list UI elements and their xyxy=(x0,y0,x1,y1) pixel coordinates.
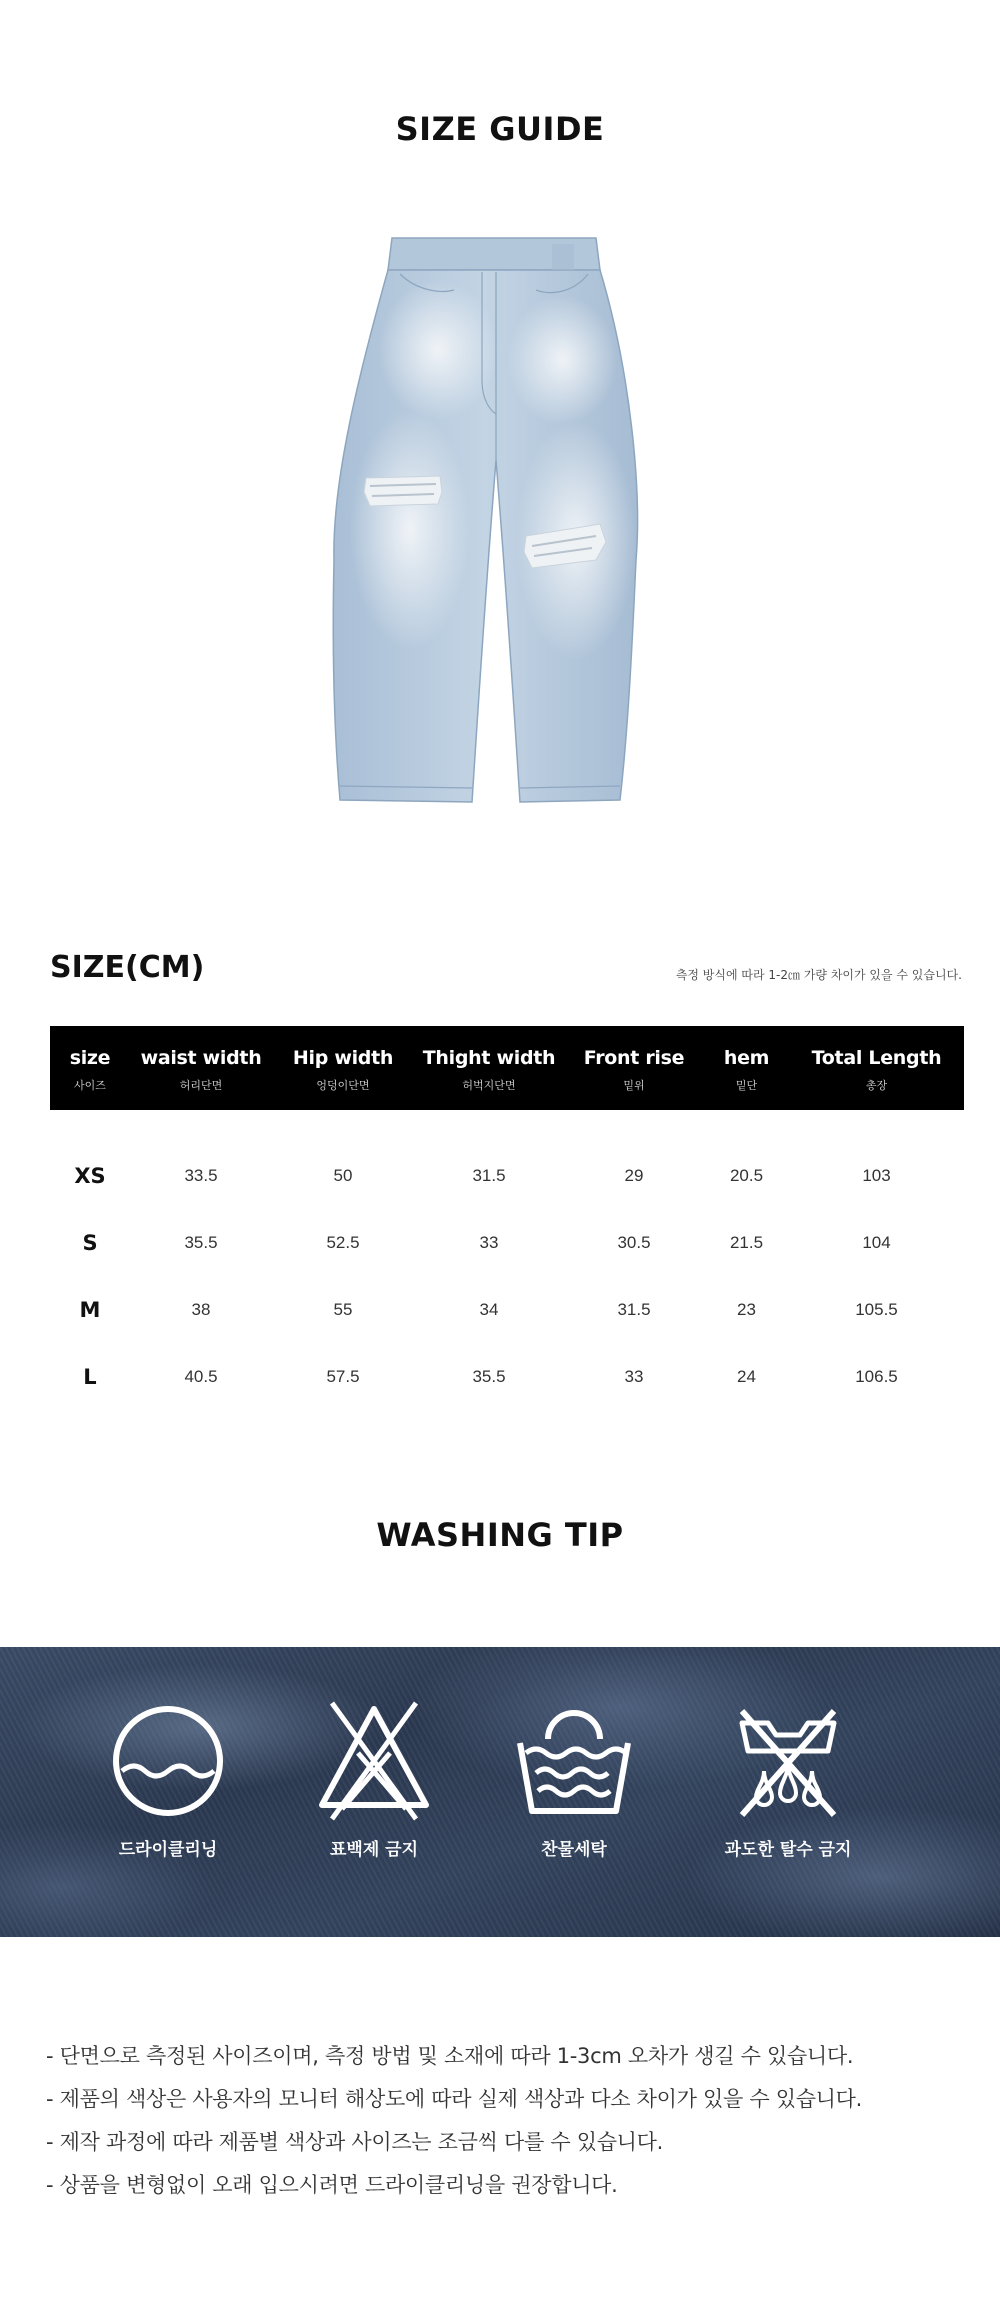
table-cell: 31.5 xyxy=(617,1299,651,1319)
col-header-total-length: Total Length 총장 xyxy=(811,1047,942,1092)
wash-label-dry-clean: 드라이클리닝 xyxy=(118,1840,218,1860)
table-cell: 31.5 xyxy=(472,1165,506,1185)
no-wring-icon xyxy=(728,1701,848,1821)
table-cell: 105.5 xyxy=(855,1299,898,1319)
wash-label-no-wring: 과도한 탈수 금지 xyxy=(724,1840,852,1860)
cold-wash-icon xyxy=(514,1701,634,1821)
table-cell: 23 xyxy=(737,1299,756,1319)
washing-tip-title: WASHING TIP xyxy=(376,1516,624,1554)
col-header-hem: hem 밑단 xyxy=(723,1047,770,1092)
washing-tip-band xyxy=(0,1647,1000,1937)
table-cell: 33 xyxy=(624,1366,644,1386)
table-row xyxy=(50,1110,964,1209)
table-cell: 33 xyxy=(479,1232,499,1252)
table-cell: 35.5 xyxy=(184,1232,218,1252)
size-cell: S xyxy=(82,1230,98,1255)
table-row xyxy=(50,1276,964,1343)
list-item: - 제품의 색상은 사용자의 모니터 해상도에 따라 실제 색상과 다소 차이가 있을 수 있습니다. xyxy=(46,2087,863,2111)
dry-clean-icon xyxy=(108,1701,228,1821)
no-bleach-icon xyxy=(314,1701,434,1821)
table-cell: 55 xyxy=(333,1299,353,1319)
table-cell: 106.5 xyxy=(855,1366,898,1386)
col-header-size: size 사이즈 xyxy=(69,1047,111,1092)
table-cell: 21.5 xyxy=(729,1232,764,1252)
size-measure-note: 측정 방식에 따라 1-2㎝ 가량 차이가 있을 수 있습니다. xyxy=(675,968,962,982)
table-cell: 103 xyxy=(862,1165,891,1185)
table-cell: 34 xyxy=(479,1299,499,1319)
wash-label-no-bleach: 표백제 금지 xyxy=(329,1840,419,1860)
wash-label-cold-wash: 찬물세탁 xyxy=(541,1840,607,1860)
list-item: - 단면으로 측정된 사이즈이며, 측정 방법 및 소재에 따라 1-3cm 오차가 생길 수 있습니다. xyxy=(46,2044,854,2068)
care-notes-list xyxy=(46,2035,966,2207)
list-item: - 제작 과정에 따라 제품별 색상과 사이즈는 조금씩 다를 수 있습니다. xyxy=(46,2130,664,2154)
table-cell: 38 xyxy=(191,1299,211,1319)
table-cell: 24 xyxy=(737,1366,756,1386)
table-cell: 29 xyxy=(624,1165,644,1185)
size-table xyxy=(50,1026,964,1410)
wash-item-no-wring xyxy=(698,1701,878,1891)
table-cell: 33.5 xyxy=(184,1165,218,1185)
wash-item-cold-wash xyxy=(484,1701,664,1891)
size-guide-title: SIZE GUIDE xyxy=(395,110,605,148)
size-table-heading: SIZE(CM) xyxy=(50,950,205,985)
table-cell: 20.5 xyxy=(729,1165,764,1185)
size-cell: XS xyxy=(74,1163,106,1188)
jeans-product-image xyxy=(330,230,670,810)
list-item: - 상품을 변형없이 오래 입으시려면 드라이클리닝을 권장합니다. xyxy=(46,2173,618,2197)
size-table-header-row xyxy=(50,1026,964,1110)
col-header-waist: waist width 허리단면 xyxy=(140,1047,262,1092)
table-cell: 40.5 xyxy=(184,1366,218,1386)
table-cell: 57.5 xyxy=(326,1366,360,1386)
wash-item-dry-clean xyxy=(78,1701,258,1891)
wash-item-no-bleach xyxy=(284,1701,464,1891)
table-cell: 30.5 xyxy=(617,1232,651,1252)
col-header-thigh: Thight width 허벅지단면 xyxy=(422,1047,556,1092)
col-header-front-rise: Front rise 밑위 xyxy=(583,1047,685,1092)
table-cell: 50 xyxy=(333,1165,353,1185)
size-cell: M xyxy=(79,1297,101,1322)
table-row xyxy=(50,1343,964,1410)
table-cell: 104 xyxy=(862,1232,891,1252)
table-cell: 35.5 xyxy=(472,1366,506,1386)
table-cell: 52.5 xyxy=(326,1232,360,1252)
table-row xyxy=(50,1209,964,1276)
col-header-hip: Hip width 엉덩이단면 xyxy=(292,1047,394,1092)
size-cell: L xyxy=(83,1364,97,1389)
